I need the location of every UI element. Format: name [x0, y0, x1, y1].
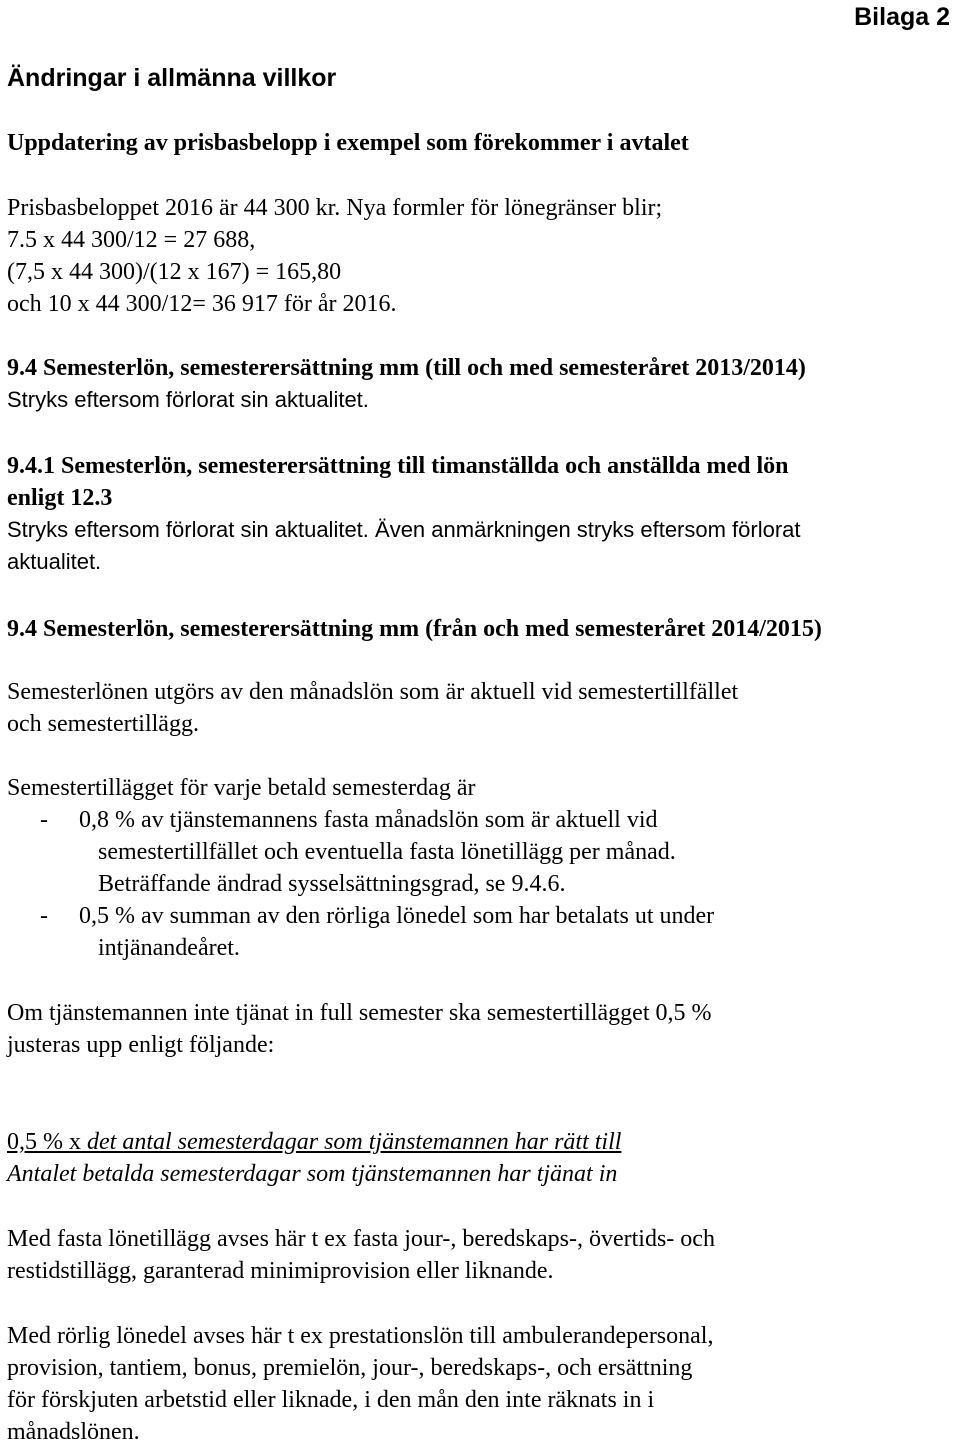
- section-heading-continued: enligt 12.3: [7, 485, 113, 511]
- paragraph-line: Om tjänstemannen inte tjänat in full semester ska semestertillägget 0,5 %: [7, 1000, 712, 1026]
- paragraph-line: och semestertillägg.: [7, 711, 199, 737]
- paragraph-line: månadslönen.: [7, 1419, 140, 1445]
- section-heading: 9.4 Semesterlön, semesterersättning mm (till och med semesteråret 2013/2014): [7, 355, 806, 381]
- prisbas-line: 7.5 x 44 300/12 = 27 688,: [7, 227, 256, 253]
- bullet-item: [7, 900, 952, 964]
- paragraph-line: för förskjuten arbetstid eller liknade, i den mån den inte räknats in i: [7, 1387, 655, 1413]
- section-note-continued: aktualitet.: [7, 549, 102, 574]
- paragraph-line: Semesterlönen utgörs av den månadslön som är aktuell vid semestertillfället: [7, 679, 739, 705]
- bullet-line: semestertillfället och eventuella fasta lönetillägg per månad.: [98, 839, 676, 865]
- bullet-item: [7, 804, 952, 900]
- prisbas-line: och 10 x 44 300/12= 36 917 för år 2016.: [7, 291, 397, 317]
- bullet-line: intjänandeåret.: [98, 935, 240, 961]
- formula-numerator-line: [7, 1126, 952, 1158]
- section-9-4-old: [7, 352, 952, 416]
- bullet-line: Beträffande ändrad sysselsättningsgrad, se 9.4.6.: [98, 871, 566, 897]
- update-heading: Uppdatering av prisbasbelopp i exempel som förekommer i avtalet: [7, 130, 689, 156]
- section-9-4-new-heading: 9.4 Semesterlön, semesterersättning mm (från och med semesteråret 2014/2015): [7, 616, 822, 642]
- paragraph-line: restidstillägg, garanterad minimiprovision eller liknande.: [7, 1258, 554, 1284]
- bullet-dash: -: [40, 807, 48, 833]
- fasta-lonetillagg-paragraph: [7, 1223, 952, 1287]
- rorlig-lonedel-paragraph: [7, 1320, 952, 1448]
- bullet-dash: -: [40, 903, 48, 929]
- paragraph-line: justeras upp enligt följande:: [7, 1032, 275, 1058]
- formula: [7, 1126, 952, 1190]
- formula-prefix: 0,5 % x: [7, 1129, 87, 1155]
- section-note: Stryks eftersom förlorat sin aktualitet. Även anmärkningen stryks eftersom förlorat: [7, 517, 801, 542]
- prisbas-line: (7,5 x 44 300)/(12 x 167) = 165,80: [7, 259, 342, 285]
- section-9-4-1: [7, 450, 952, 578]
- semesterlon-paragraph: [7, 676, 952, 740]
- semestertillagg-paragraph: [7, 772, 952, 964]
- paragraph-line: provision, tantiem, bonus, premielön, jour-, beredskaps-, och ersättning: [7, 1355, 693, 1381]
- section-note: Stryks eftersom förlorat sin aktualitet.: [7, 387, 369, 412]
- paragraph-line: Med fasta lönetillägg avses här t ex fasta jour-, beredskaps-, övertids- och: [7, 1226, 715, 1252]
- formula-denominator: Antalet betalda semesterdagar som tjänstemannen har tjänat in: [7, 1161, 618, 1187]
- paragraph-line: Med rörlig lönedel avses här t ex prestationslön till ambulerandepersonal,: [7, 1323, 714, 1349]
- bullet-line: 0,8 % av tjänstemannens fasta månadslön som är aktuell vid: [79, 807, 658, 833]
- prisbas-paragraph: [7, 192, 952, 320]
- bullet-line: 0,5 % av summan av den rörliga lönedel som har betalats ut under: [79, 903, 715, 929]
- adjustment-paragraph: [7, 997, 952, 1061]
- document-title: Ändringar i allmänna villkor: [7, 64, 337, 92]
- prisbas-line: Prisbasbeloppet 2016 är 44 300 kr. Nya formler för lönegränser blir;: [7, 195, 663, 221]
- paragraph-intro: Semestertillägget för varje betald semesterdag är: [7, 775, 476, 801]
- section-heading: 9.4.1 Semesterlön, semesterersättning till timanställda och anställda med lön: [7, 453, 789, 479]
- formula-numerator: det antal semesterdagar som tjänstemannen har rätt till: [87, 1129, 622, 1155]
- attachment-label: Bilaga 2: [854, 3, 950, 31]
